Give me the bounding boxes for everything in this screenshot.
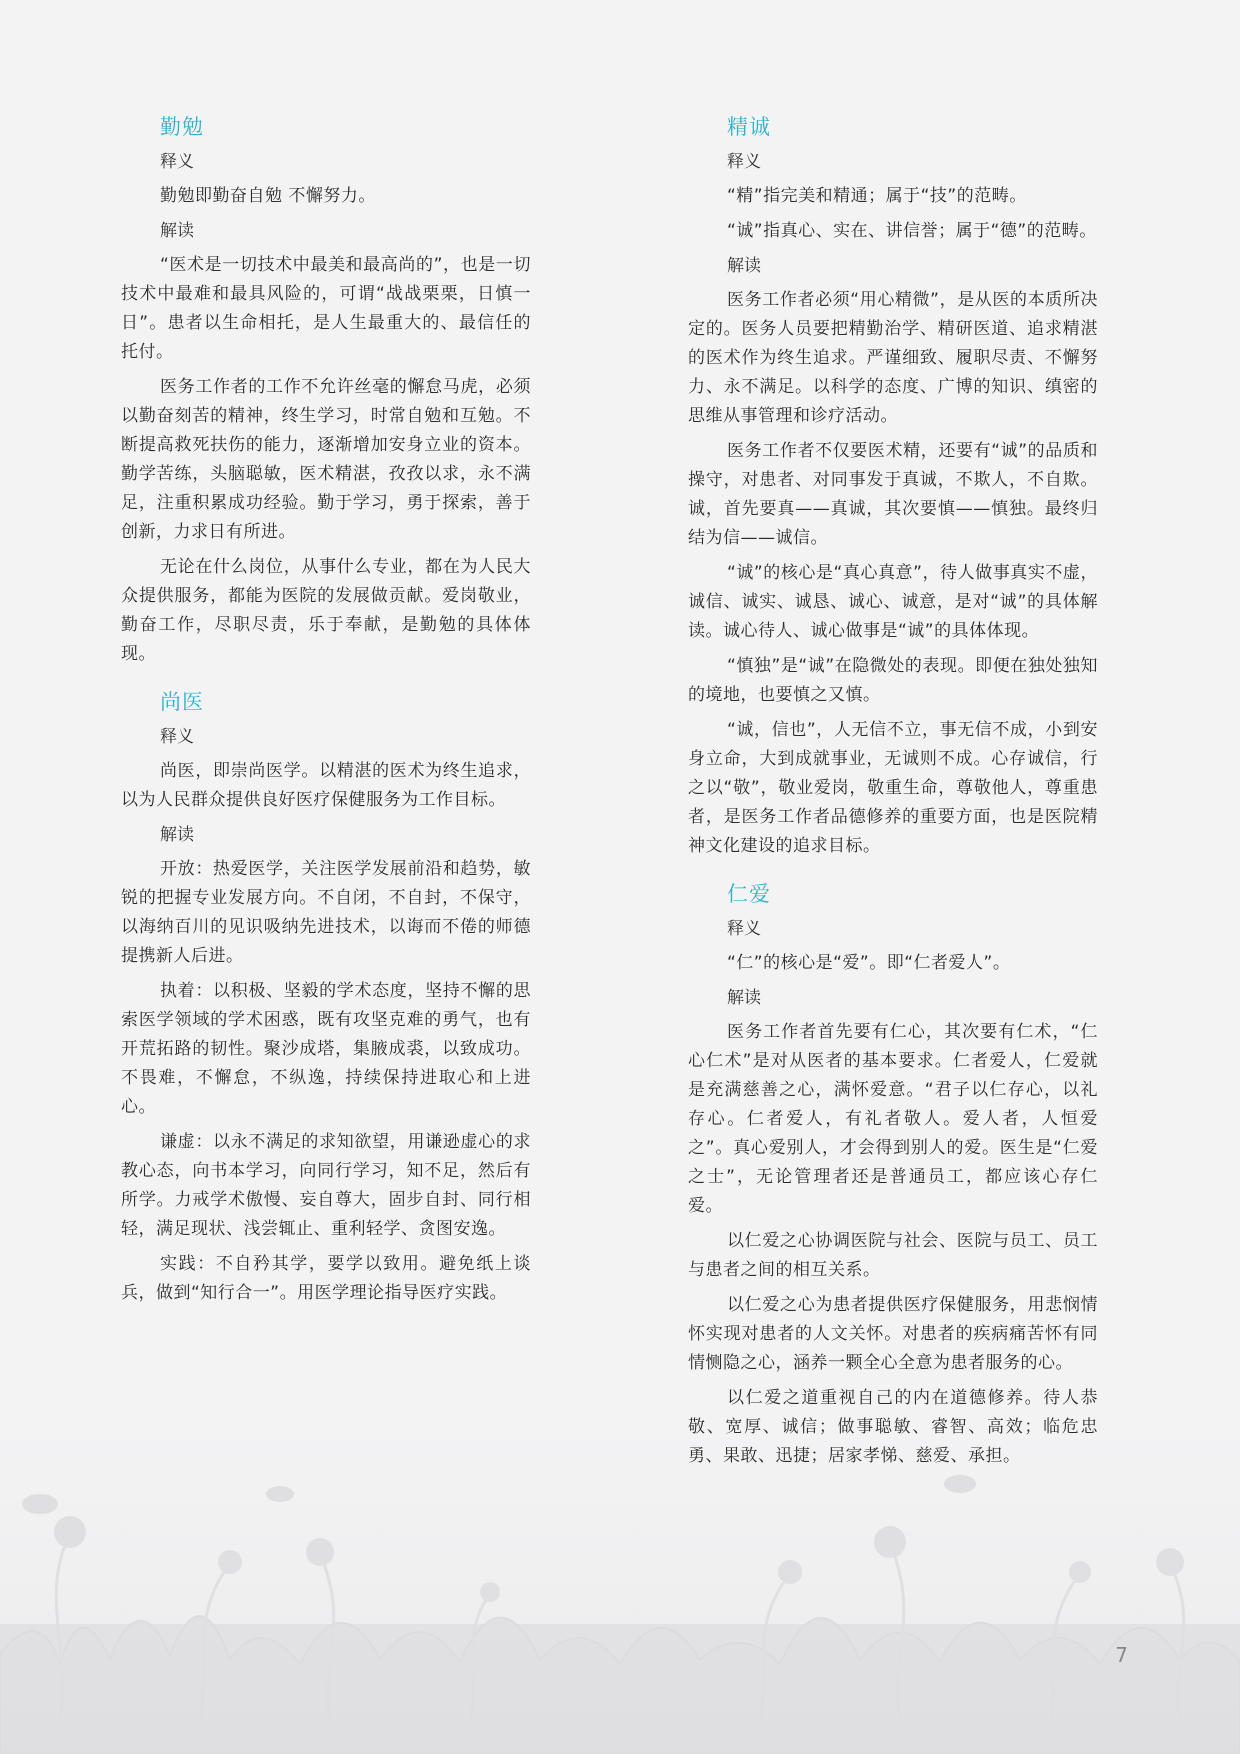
reading-paragraph: 无论在什么岗位，从事什么专业，都在为人民大众提供服务，都能为医院的发展做贡献。爱岗敬业，勤奋工作，尽职尽责，乐于奉献，是勤勉的具体体现。 — [121, 557, 531, 664]
reading-paragraph: 开放：热爱医学，关注医学发展前沿和趋势，敏锐的把握专业发展方向。不自闭，不自封，不保守，以海纳百川的见识吸纳先进技术，以诲而不倦的师德提携新人后进。 — [121, 859, 531, 966]
definition-text: “精”指完美和精通；属于“技”的范畴。 — [727, 186, 1027, 206]
reading-paragraph: 谦虚：以永不满足的求知欲望，用谦逊虚心的求教心态，向书本学习，向同行学习，知不足，然后有所学。力戒学术傲慢、妄自尊大，固步自封、同行相轻，满足现状、浅尝辄止、重利轻学、贪图安逸。 — [121, 1132, 531, 1239]
definition-text: “诚”指真心、实在、讲信誉；属于“德”的范畴。 — [727, 221, 1097, 241]
definition-text: “仁”的核心是“爱”。即“仁者爱人”。 — [727, 953, 1011, 973]
reading-paragraph: 以仁爱之心为患者提供医疗保健服务，用悲悯情怀实现对患者的人文关怀。对患者的疾病痛苦怀有同情恻隐之心，涵养一颗全心全意为患者服务的心。 — [688, 1295, 1098, 1373]
reading-paragraph: “诚”的核心是“真心真意”，待人做事真实不虚，诚信、诚实、诚恳、诚心、诚意，是对“诚”的具体解读。诚心待人、诚心做事是“诚”的具体体现。 — [688, 563, 1098, 641]
section-title: 仁爱 — [727, 882, 771, 906]
reading-paragraph: 医务工作者不仅要医术精，还要有“诚”的品质和操守，对患者、对同事发于真诚，不欺人，不自欺。诚，首先要真——真诚，其次要慎——慎独。最终归结为信——诚信。 — [688, 441, 1098, 548]
definition-label: 释义 — [727, 152, 761, 172]
reading-paragraph: 医务工作者的工作不允许丝毫的懈怠马虎，必须以勤奋刻苦的精神，终生学习，时常自勉和互勉。不断提高救死扶伤的能力，逐渐增加安身立业的资本。勤学苦练，头脑聪敏，医术精湛，孜孜以求，永不满足，注重积累成功经验。勤于学习，勇于探索，善于创新，力求日有所进。 — [121, 377, 531, 542]
definition-label: 释义 — [160, 152, 194, 172]
definition-label: 释义 — [160, 727, 194, 747]
reading-paragraph: 以仁爱之道重视自己的内在道德修养。待人恭敬、宽厚、诚信；做事聪敏、睿智、高效；临危忠勇、果敢、迅捷；居家孝悌、慈爱、承担。 — [688, 1388, 1098, 1466]
reading-paragraph: 实践：不自矜其学，要学以致用。避免纸上谈兵，做到“知行合一”。用医学理论指导医疗实践。 — [121, 1254, 531, 1303]
section-title: 勤勉 — [160, 115, 204, 139]
reading-paragraph: 医务工作者必须“用心精微”，是从医的本质所决定的。医务人员要把精勤治学、精研医道、追求精湛的医术作为终生追求。严谨细致、履职尽责、不懈努力、永不满足。以科学的态度、广博的知识、缜密的思维从事管理和诊疗活动。 — [688, 290, 1098, 426]
reading-paragraph: “诚，信也”，人无信不立，事无信不成，小到安身立命，大到成就事业，无诚则不成。心存诚信，行之以“敬”，敬业爱岗，敬重生命，尊敬他人，尊重患者，是医务工作者品德修养的重要方面，也是医院精神文化建设的追求目标。 — [688, 720, 1098, 856]
reading-paragraph: 执着：以积极、坚毅的学术态度，坚持不懈的思索医学领域的学术困惑，既有攻坚克难的勇气，也有开荒拓路的韧性。聚沙成塔，集腋成裘，以致成功。不畏难，不懈怠，不纵逸，持续保持进取心和上进心。 — [121, 981, 531, 1117]
reading-label: 解读 — [160, 221, 194, 241]
page-number: 7 — [1115, 1643, 1128, 1667]
left-column — [121, 112, 531, 1326]
section-title: 精诚 — [727, 115, 771, 139]
reading-paragraph: “医术是一切技术中最美和最高尚的”，也是一切技术中最难和最具风险的，可谓“战战栗栗，日慎一日”。患者以生命相托，是人生最重大的、最信任的托付。 — [121, 255, 531, 362]
reading-label: 解读 — [727, 256, 761, 276]
reading-paragraph: 医务工作者首先要有仁心，其次要有仁术，“仁心仁术”是对从医者的基本要求。仁者爱人，仁爱就是充满慈善之心，满怀爱意。“君子以仁存心，以礼存心。仁者爱人，有礼者敬人。爱人者，人恒爱之”。真心爱别人，才会得到别人的爱。医生是“仁爱之士”，无论管理者还是普通员工，都应该心存仁爱。 — [688, 1022, 1098, 1216]
reading-label: 解读 — [727, 988, 761, 1008]
section-shangyi — [121, 687, 531, 1308]
section-jingcheng — [688, 112, 1098, 861]
definition-label: 释义 — [727, 919, 761, 939]
right-column — [688, 112, 1098, 1489]
section-title: 尚医 — [160, 690, 204, 714]
reading-label: 解读 — [160, 825, 194, 845]
section-qinmian — [121, 112, 531, 669]
definition-text: 勤勉即勤奋自勉 不懈努力。 — [160, 186, 376, 206]
reading-paragraph: 以仁爱之心协调医院与社会、医院与员工、员工与患者之间的相互关系。 — [688, 1231, 1098, 1280]
section-renai — [688, 879, 1098, 1471]
definition-text: 尚医，即崇尚医学。以精湛的医术为终生追求，以为人民群众提供良好医疗保健服务为工作目标。 — [121, 761, 531, 810]
reading-paragraph: “慎独”是“诚”在隐微处的表现。即便在独处独知的境地，也要慎之又慎。 — [688, 656, 1098, 705]
